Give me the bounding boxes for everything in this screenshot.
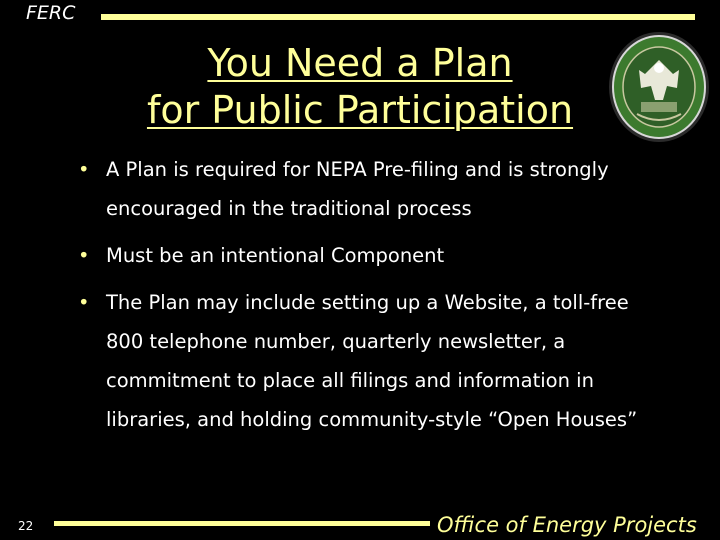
bullet-marker: •: [78, 158, 90, 181]
office-name: Office of Energy Projects: [437, 513, 697, 537]
page-number: 22: [18, 519, 34, 533]
slide-title-line-1: You Need a Plan: [207, 41, 513, 85]
bullet-text: Must be an intentional Component: [106, 244, 445, 267]
ferc-seal-icon: [607, 30, 711, 144]
bullet-item: [78, 283, 648, 439]
bullet-item: [78, 236, 648, 275]
bullet-text: A Plan is required for NEPA Pre-filing and is strongly encouraged in the traditional process: [106, 158, 609, 220]
slide-title-line-2: for Public Participation: [146, 88, 574, 132]
footer-rule: [54, 521, 430, 526]
bullet-text: The Plan may include setting up a Website, a toll-free 800 telephone number, quarterly newsletter, a commitment to place all filings and information in libraries, and holding community-style “Open Houses”: [106, 291, 638, 431]
header-rule: [101, 14, 695, 20]
bullet-marker: •: [78, 291, 90, 314]
org-label: FERC: [26, 2, 76, 24]
bullet-item: [78, 150, 648, 228]
slide-title: [100, 40, 620, 134]
bullet-marker: •: [78, 244, 90, 267]
bullet-list: [78, 150, 648, 447]
